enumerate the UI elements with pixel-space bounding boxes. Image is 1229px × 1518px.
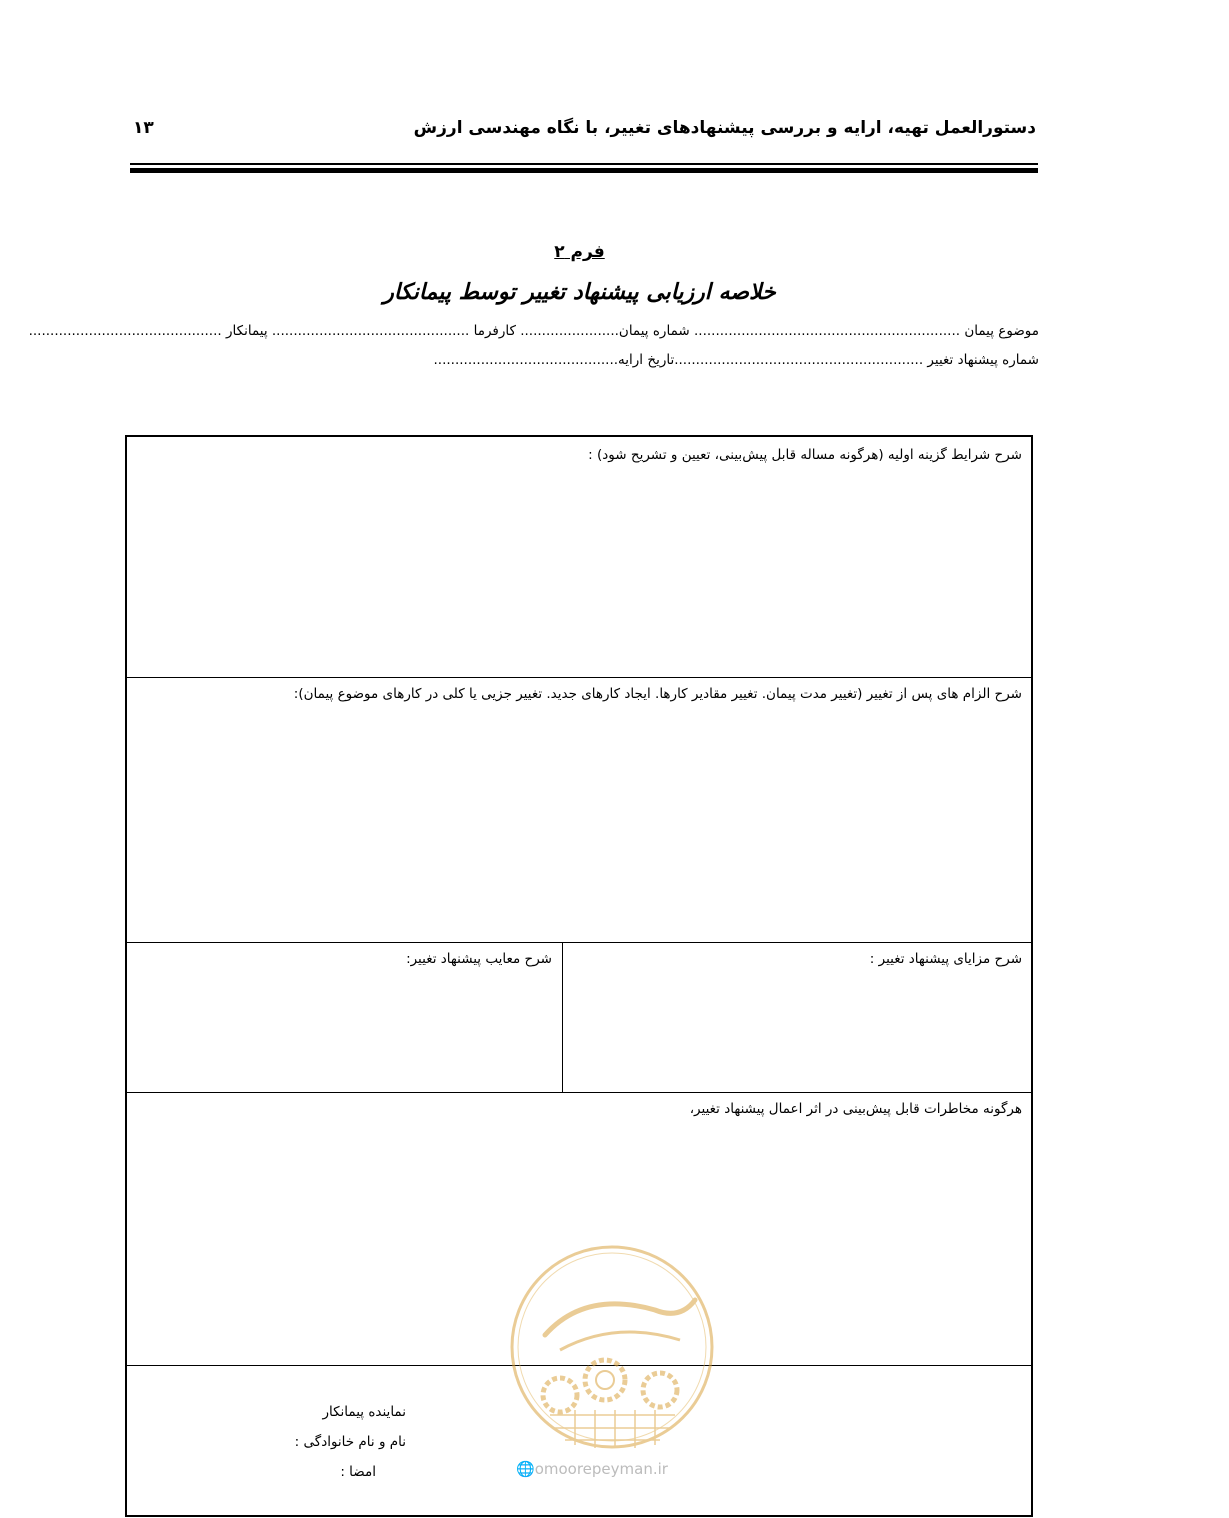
contract-number-label: شماره پیمان <box>618 323 690 339</box>
full-name-label: نام و نام خانوادگی : <box>294 1434 406 1450</box>
contractor-representative-label: نماینده پیمانکار <box>322 1404 406 1420</box>
watermark-url-text: omoorepeyman.ir <box>534 1460 668 1478</box>
signature-label: امضا : <box>340 1464 376 1480</box>
advantages-label: شرح مزایای پیشنهاد تغییر : <box>869 951 1022 967</box>
divider-3 <box>127 1092 1031 1093</box>
divider-1 <box>127 677 1031 678</box>
contract-subject-label: موضوع پیمان <box>964 323 1039 339</box>
contract-subject-field[interactable]: .............................................................. <box>693 323 961 339</box>
page-number: ۱۳ <box>133 118 154 138</box>
risks-label: هرگونه مخاطرات قابل پیش‌بینی در اثر اعمال پیشنهاد تغییر، <box>689 1101 1022 1117</box>
submission-date-label: تاریخ ارایه <box>618 352 675 368</box>
post-change-requirements-label: شرح الزام های پس از تغییر (تغییر مدت پیمان. تغییر مقادیر کارها. ایجاد کارهای جدید. تغییر جزیی یا کلی در کارهای موضوع پیمان): <box>293 686 1022 702</box>
watermark-url <box>516 1460 668 1478</box>
header-title: دستورالعمل تهیه، ارایه و بررسی پیشنهادهای تغییر، با نگاه مهندسی ارزش <box>413 118 1036 138</box>
contract-number-field[interactable]: ....................... <box>520 323 619 339</box>
header-rule-thin <box>130 163 1038 165</box>
employer-field[interactable]: .............................................. <box>271 323 470 339</box>
form-number: فرم ۲ <box>554 242 605 262</box>
header-rule-thick <box>130 168 1038 173</box>
proposal-number-label: شماره پیشنهاد تغییر <box>927 352 1039 368</box>
contract-info-row <box>29 323 1039 339</box>
proposal-info-row <box>434 352 1039 368</box>
proposal-number-field[interactable]: .......................................................... <box>674 352 924 368</box>
submission-date-field[interactable]: ........................................... <box>433 352 619 368</box>
divider-2 <box>127 942 1031 943</box>
divider-vertical <box>562 942 563 1092</box>
globe-icon: 🌐 <box>516 1460 535 1478</box>
watermark-logo <box>505 1240 720 1455</box>
initial-option-label: شرح شرایط گزینه اولیه (هرگونه مساله قابل پیش‌بینی، تعیین و تشریح شود) : <box>588 447 1022 463</box>
employer-label: کارفرما <box>473 323 516 339</box>
form-title: خلاصه ارزیابی پیشنهاد تغییر توسط پیمانکار <box>383 280 776 305</box>
disadvantages-label: شرح معایب پیشنهاد تغییر: <box>406 951 552 967</box>
contractor-field[interactable]: ............................................. <box>28 323 222 339</box>
contractor-label: پیمانکار <box>225 323 268 339</box>
